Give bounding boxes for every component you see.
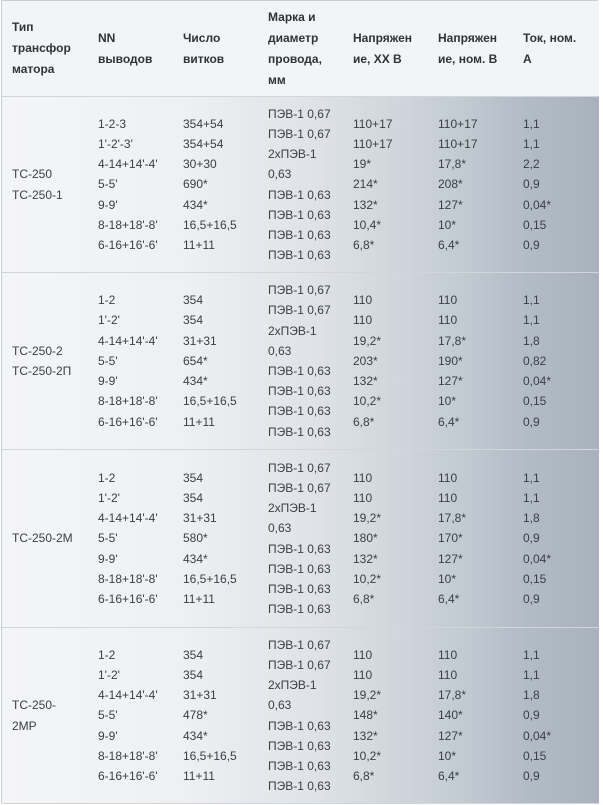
cell-line: 434*: [183, 374, 208, 389]
cell-turns: [173, 273, 258, 450]
cell-line: 354: [183, 293, 204, 308]
cell-wire: [258, 97, 343, 273]
cell-line: 0,9: [523, 531, 540, 546]
cell-line: 654*: [183, 353, 208, 368]
cell-voltage-nl: [343, 628, 428, 804]
cell-line: 17,8*: [438, 688, 467, 703]
cell-line: 1'-2': [98, 313, 120, 328]
cell-line: 2хПЭВ-1: [268, 147, 317, 162]
cell-line: 1-2: [98, 293, 116, 308]
cell-line: 2МР: [12, 718, 37, 733]
header-line: Марка и: [268, 9, 316, 24]
cell-line: 6,8*: [353, 592, 375, 606]
cell-line: 1,8: [523, 688, 540, 703]
cell-line: ПЭВ-1 0,63: [268, 364, 331, 378]
cell-line: 10*: [438, 394, 457, 409]
cell-turns: [173, 450, 258, 628]
cell-voltage-nl: [343, 450, 428, 628]
cell-wire: [258, 628, 343, 804]
cell-line: ПЭВ-1 0,63: [268, 384, 331, 399]
cell-line: 1,1: [523, 313, 540, 328]
header-row: [2, 1, 599, 97]
cell-line: 11+11: [183, 769, 215, 783]
cell-line: ТС-250-1: [12, 187, 63, 202]
header-line: трансфор: [12, 41, 71, 55]
cell-line: ПЭВ-1 0,63: [268, 424, 331, 439]
cell-line: 1,1: [523, 667, 540, 682]
table-row: [2, 273, 599, 450]
cell-line: 203*: [353, 353, 378, 368]
cell-line: 0,9: [523, 592, 540, 606]
table-body: [2, 97, 599, 804]
cell-line: 1,1: [523, 647, 540, 662]
cell-line: 214*: [353, 177, 378, 192]
header-wire: [258, 1, 343, 97]
header-type: [2, 1, 88, 97]
cell-line: ПЭВ-1 0,67: [268, 460, 331, 475]
cell-line: 19,2*: [353, 511, 382, 526]
header-line: ие, ном. В: [438, 51, 498, 66]
cell-line: 19*: [353, 157, 372, 172]
cell-line: 5-5': [98, 353, 118, 368]
cell-line: 19,2*: [353, 333, 382, 348]
cell-line: 110: [353, 647, 373, 662]
cell-line: 0,9: [523, 769, 540, 783]
cell-line: ПЭВ-1 0,63: [268, 404, 331, 419]
header-turns: [173, 1, 258, 97]
cell-line: 1-2-3: [98, 116, 127, 131]
cell-line: 1'-2': [98, 490, 120, 505]
cell-line: 2,2: [523, 157, 540, 172]
cell-line: 1'-2': [98, 667, 120, 682]
header-line: провода,: [268, 51, 322, 66]
cell-line: ПЭВ-1 0,67: [268, 126, 331, 141]
cell-line: 110: [438, 313, 458, 328]
cell-line: ПЭВ-1 0,67: [268, 637, 331, 652]
cell-line: ТС-250-2: [12, 343, 63, 358]
cell-line: 208*: [438, 177, 463, 192]
cell-line: 0,9: [523, 238, 540, 252]
cell-line: 5-5': [98, 708, 118, 723]
cell-line: 9-9': [98, 728, 118, 743]
cell-line: 354: [183, 490, 204, 505]
cell-line: 110: [353, 313, 373, 328]
cell-line: 110: [353, 470, 373, 485]
cell-line: ПЭВ-1 0,63: [268, 561, 331, 576]
cell-line: 17,8*: [438, 333, 467, 348]
cell-line: ТС-250-2М: [12, 531, 73, 546]
cell-line: 4-14+14'-4': [98, 333, 158, 348]
cell-line: 0,15: [523, 571, 547, 586]
cell-line: 110: [353, 667, 373, 682]
cell-line: 8-18+18'-8': [98, 217, 158, 232]
cell-line: 2хПЭВ-1: [268, 323, 317, 338]
cell-terminals: [88, 97, 173, 273]
cell-line: 6,8*: [353, 414, 375, 429]
cell-line: 10*: [438, 748, 457, 763]
header-line: ие, ХХ В: [353, 51, 402, 66]
cell-line: 17,8*: [438, 511, 467, 526]
cell-line: 110: [438, 490, 458, 505]
cell-terminals: [88, 628, 173, 804]
cell-line: ПЭВ-1 0,67: [268, 480, 331, 495]
cell-line: 2хПЭВ-1: [268, 501, 317, 516]
cell-line: 110: [438, 647, 458, 662]
cell-line: 6-16+16'-6': [98, 769, 158, 783]
header-line: витков: [183, 51, 225, 66]
cell-line: 354: [183, 647, 204, 662]
cell-line: 0,15: [523, 217, 547, 232]
cell-line: ПЭВ-1 0,63: [268, 779, 331, 794]
cell-line: 127*: [438, 197, 463, 212]
header-voltage-nl: [343, 1, 428, 97]
cell-type: [2, 97, 88, 273]
cell-line: 9-9': [98, 551, 118, 566]
cell-line: 6-16+16'-6': [98, 414, 158, 429]
cell-type: [2, 450, 88, 628]
cell-line: 0,15: [523, 748, 547, 763]
header-line: NN: [98, 30, 116, 45]
cell-line: 10,2*: [353, 394, 382, 409]
cell-line: 8-18+18'-8': [98, 748, 158, 763]
cell-line: 434*: [183, 728, 208, 743]
cell-line: 140*: [438, 708, 463, 723]
cell-line: 0,9: [523, 708, 540, 723]
cell-line: ПЭВ-1 0,63: [268, 758, 331, 773]
cell-voltage-nl: [343, 97, 428, 273]
cell-type: [2, 273, 88, 450]
cell-line: 8-18+18'-8': [98, 394, 158, 409]
cell-voltage-nom: [428, 97, 513, 273]
cell-line: ПЭВ-1 0,67: [268, 303, 331, 318]
header-line: матора: [12, 62, 55, 76]
cell-line: 1,1: [523, 470, 540, 485]
cell-line: 31+31: [183, 511, 217, 526]
cell-line: 2хПЭВ-1: [268, 678, 317, 693]
cell-line: 1-2: [98, 470, 116, 485]
cell-line: 16,5+16,5: [183, 217, 237, 232]
cell-line: ПЭВ-1 0,63: [268, 187, 331, 202]
cell-line: 0,04*: [523, 374, 552, 389]
cell-line: 0,04*: [523, 728, 552, 743]
cell-line: ПЭВ-1 0,63: [268, 738, 331, 753]
cell-line: ПЭВ-1 0,63: [268, 207, 331, 222]
cell-line: ПЭВ-1 0,67: [268, 657, 331, 672]
cell-type: [2, 628, 88, 804]
cell-line: 180*: [353, 531, 378, 546]
cell-line: 4-14+14'-4': [98, 688, 158, 703]
cell-line: ПЭВ-1 0,63: [268, 541, 331, 556]
cell-line: 0,9: [523, 177, 540, 192]
cell-line: 434*: [183, 197, 208, 212]
cell-line: ТС-250: [12, 167, 53, 182]
cell-turns: [173, 97, 258, 273]
cell-line: 6,4*: [438, 238, 460, 252]
cell-voltage-nl: [343, 273, 428, 450]
cell-line: 580*: [183, 531, 208, 546]
cell-line: 354+54: [183, 136, 224, 151]
header-line: Напряжен: [438, 30, 498, 45]
header-voltage-nom: [428, 1, 513, 97]
header-line: А: [523, 51, 532, 66]
cell-line: 0,04*: [523, 197, 552, 212]
cell-line: 1,1: [523, 293, 540, 308]
cell-line: 148*: [353, 708, 378, 723]
cell-line: ПЭВ-1 0,63: [268, 718, 331, 733]
transformer-table-frame: [1, 0, 598, 803]
header-line: Тип: [12, 20, 34, 34]
cell-line: 110: [438, 667, 458, 682]
cell-line: 1'-2'-3': [98, 136, 133, 151]
cell-voltage-nom: [428, 450, 513, 628]
header-line: диаметр: [268, 30, 319, 45]
cell-line: 4-14+14'-4': [98, 157, 158, 172]
cell-line: 11+11: [183, 238, 215, 252]
header-line: Число: [183, 30, 221, 45]
cell-line: 6,4*: [438, 769, 460, 783]
cell-line: 478*: [183, 708, 208, 723]
header-line: Напряжен: [353, 30, 413, 45]
cell-line: 190*: [438, 353, 463, 368]
cell-line: 31+31: [183, 688, 217, 703]
cell-line: 0,04*: [523, 551, 552, 566]
cell-line: 16,5+16,5: [183, 748, 237, 763]
cell-turns: [173, 628, 258, 804]
cell-wire: [258, 450, 343, 628]
cell-line: 8-18+18'-8': [98, 571, 158, 586]
cell-line: 690*: [183, 177, 208, 192]
cell-line: 1,1: [523, 136, 540, 151]
cell-line: 354+54: [183, 116, 224, 131]
cell-line: 0,9: [523, 414, 540, 429]
cell-line: 110: [438, 293, 458, 308]
cell-line: ПЭВ-1 0,67: [268, 106, 331, 121]
cell-line: 6-16+16'-6': [98, 592, 158, 606]
cell-line: ПЭВ-1 0,63: [268, 248, 331, 263]
cell-line: 354: [183, 313, 204, 328]
cell-current-nom: [513, 273, 599, 450]
header-line: Ток, ном.: [523, 30, 577, 45]
cell-line: 0,63: [268, 698, 292, 713]
cell-line: ТС-250-2П: [12, 364, 72, 378]
header-current-nom: [513, 1, 599, 97]
cell-line: 170*: [438, 531, 463, 546]
cell-line: 132*: [353, 551, 378, 566]
cell-line: 354: [183, 667, 204, 682]
cell-line: 17,8*: [438, 157, 467, 172]
header-terminals: [88, 1, 173, 97]
cell-line: 110+17: [438, 116, 478, 131]
cell-line: 132*: [353, 728, 378, 743]
table-row: [2, 628, 599, 804]
cell-line: 30+30: [183, 157, 217, 172]
cell-line: 110: [353, 490, 373, 505]
table-row: [2, 450, 599, 628]
cell-current-nom: [513, 450, 599, 628]
cell-voltage-nom: [428, 273, 513, 450]
cell-line: 434*: [183, 551, 208, 566]
cell-voltage-nom: [428, 628, 513, 804]
cell-current-nom: [513, 97, 599, 273]
cell-line: 5-5': [98, 531, 118, 546]
cell-line: 354: [183, 470, 204, 485]
cell-line: ТС-250-: [12, 698, 57, 713]
cell-line: 1,1: [523, 490, 540, 505]
cell-line: 110: [438, 470, 458, 485]
cell-line: 0,15: [523, 394, 547, 409]
cell-line: 1,1: [523, 116, 540, 131]
cell-terminals: [88, 273, 173, 450]
cell-line: 127*: [438, 551, 463, 566]
table-row: [2, 97, 599, 273]
cell-line: 6,4*: [438, 592, 460, 606]
cell-line: ПЭВ-1 0,63: [268, 227, 331, 242]
cell-line: 0,63: [268, 343, 292, 358]
cell-line: 10,2*: [353, 571, 382, 586]
cell-line: 110+17: [353, 136, 393, 151]
cell-line: ПЭВ-1 0,63: [268, 602, 331, 617]
cell-line: 1,8: [523, 333, 540, 348]
cell-line: 110+17: [438, 136, 478, 151]
cell-line: 6,8*: [353, 769, 375, 783]
cell-line: 11+11: [183, 414, 215, 429]
cell-line: 10*: [438, 217, 457, 232]
cell-line: 6-16+16'-6': [98, 238, 158, 252]
cell-line: ПЭВ-1 0,63: [268, 581, 331, 596]
cell-line: 0,82: [523, 353, 547, 368]
cell-line: 110+17: [353, 116, 393, 131]
cell-line: 9-9': [98, 197, 118, 212]
cell-line: 6,8*: [353, 238, 375, 252]
cell-line: 127*: [438, 728, 463, 743]
cell-line: 16,5+16,5: [183, 571, 237, 586]
cell-line: 132*: [353, 197, 378, 212]
header-line: мм: [268, 72, 286, 87]
cell-line: 19,2*: [353, 688, 382, 703]
cell-line: ПЭВ-1 0,67: [268, 283, 331, 298]
cell-terminals: [88, 450, 173, 628]
cell-line: 4-14+14'-4': [98, 511, 158, 526]
cell-line: 10,2*: [353, 748, 382, 763]
cell-line: 10*: [438, 571, 457, 586]
cell-line: 31+31: [183, 333, 217, 348]
cell-current-nom: [513, 628, 599, 804]
cell-line: 110: [353, 293, 373, 308]
cell-line: 9-9': [98, 374, 118, 389]
cell-line: 10,4*: [353, 217, 382, 232]
cell-line: 1,8: [523, 511, 540, 526]
cell-line: 132*: [353, 374, 378, 389]
header-line: выводов: [98, 51, 153, 66]
transformer-specs-table: [2, 1, 599, 804]
cell-line: 127*: [438, 374, 463, 389]
cell-line: 5-5': [98, 177, 118, 192]
cell-line: 1-2: [98, 647, 116, 662]
cell-line: 0,63: [268, 521, 292, 536]
cell-wire: [258, 273, 343, 450]
cell-line: 6,4*: [438, 414, 460, 429]
cell-line: 11+11: [183, 592, 215, 606]
cell-line: 0,63: [268, 167, 292, 182]
cell-line: 16,5+16,5: [183, 394, 237, 409]
